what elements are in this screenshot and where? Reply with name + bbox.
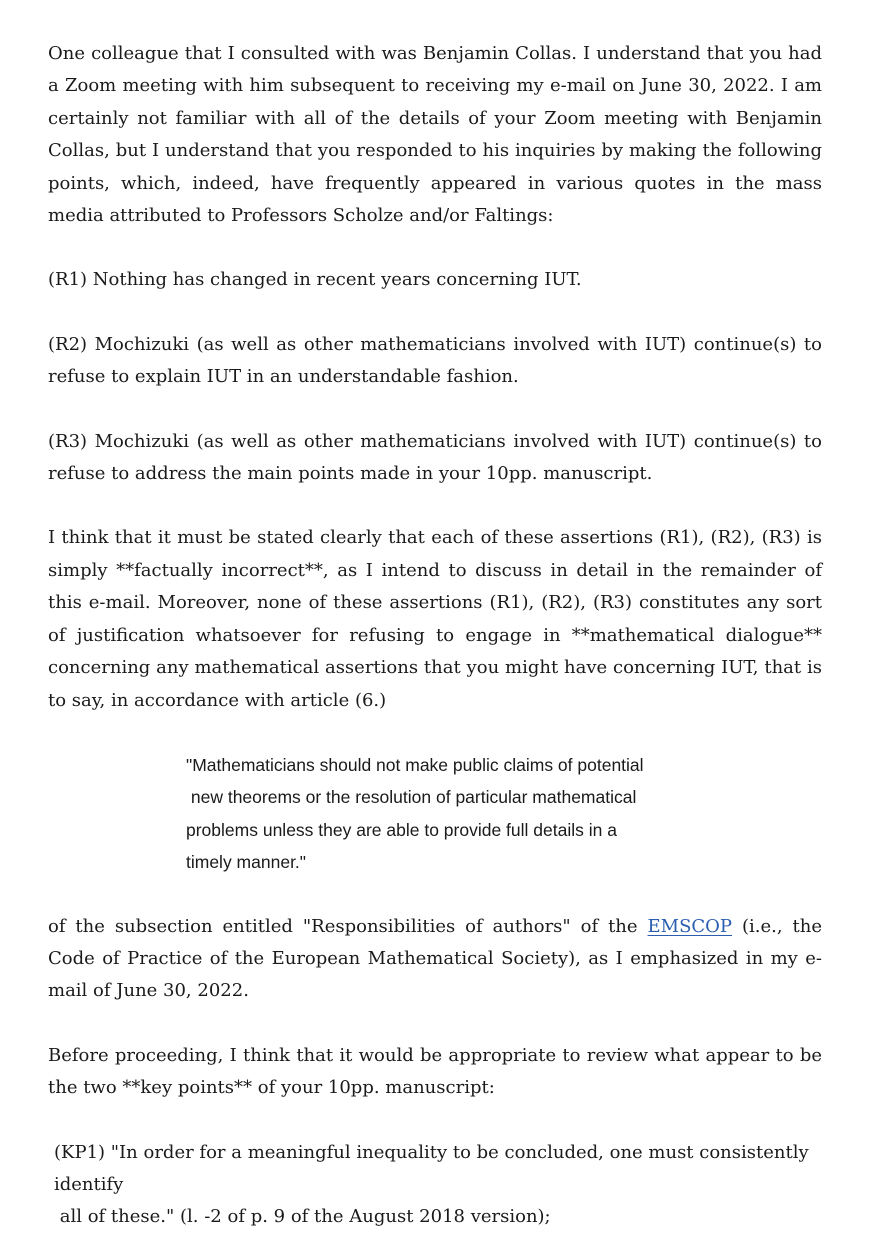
kp1-line: (KP1) "In order for a meaningful inequality to be concluded, one must consistently identify (54, 1141, 809, 1195)
spacer (48, 232, 822, 264)
point-r3: (R3) Mochizuki (as well as other mathematicians involved with IUT) continue(s) to refuse to address the main points made in your 10pp. manuscript. (48, 430, 822, 485)
emscop-link[interactable]: EMSCOP (647, 915, 733, 937)
paragraph-assertions: I think that it must be stated clearly that each of these assertions (R1), (R2), (R3) is simply **factually incorrect**, as I intend to discuss in detail in the remainder of this e-mail. Moreover, none of these assertions (R1), (R2), (R3) constitutes any sort of justification whatsoever for refusing to engage in **mathematical dialogue** concerning any mathematical assertions that you might have concerning IUT, that is to say, in accordance with article (6.) (48, 527, 822, 711)
subsection-text-before: of the subsection entitled "Responsibilities of authors" of the (48, 915, 648, 937)
email-body (48, 38, 822, 1234)
spacer (48, 1008, 822, 1040)
key-point-kp1 (54, 1137, 822, 1234)
spacer (48, 1105, 822, 1137)
spacer (48, 394, 822, 426)
quote-line: "Mathematicians should not make public claims of potential (186, 754, 644, 775)
paragraph-subsection (48, 911, 822, 1008)
quote-line: problems unless they are able to provide full details in a (186, 819, 617, 840)
point-r2: (R2) Mochizuki (as well as other mathematicians involved with IUT) continue(s) to refuse to explain IUT in an understandable fashion. (48, 333, 822, 388)
paragraph-intro: One colleague that I consulted with was Benjamin Collas. I understand that you had a Zoom meeting with him subsequent to receiving my e-mail on June 30, 2022. I am certainly not familiar with all of the details of your Zoom meeting with Benjamin Collas, but I understand that you responded to his inquiries by making the following points, which, indeed, have frequently appeared in various quotes in the mass media attributed to Professors Scholze and/or Faltings: (48, 43, 822, 227)
spacer (48, 490, 822, 522)
spacer (48, 297, 822, 329)
point-r1: (R1) Nothing has changed in recent years concerning IUT. (48, 269, 582, 291)
block-quote (186, 749, 706, 879)
quote-line: timely manner." (186, 852, 307, 873)
spacer (48, 879, 822, 911)
kp1-line: all of these." (l. -2 of p. 9 of the August 2018 version); (54, 1206, 551, 1228)
paragraph-review: Before proceeding, I think that it would be appropriate to review what appear to be the two **key points** of your 10pp. manuscript: (48, 1044, 822, 1099)
quote-line: new theorems or the resolution of particular mathematical (186, 787, 637, 808)
subsection-text-after: (i.e., the Code of Practice of the European Mathematical Society), as I emphasized in my e-mail of June 30, 2022. (48, 915, 822, 1002)
spacer (48, 717, 822, 749)
